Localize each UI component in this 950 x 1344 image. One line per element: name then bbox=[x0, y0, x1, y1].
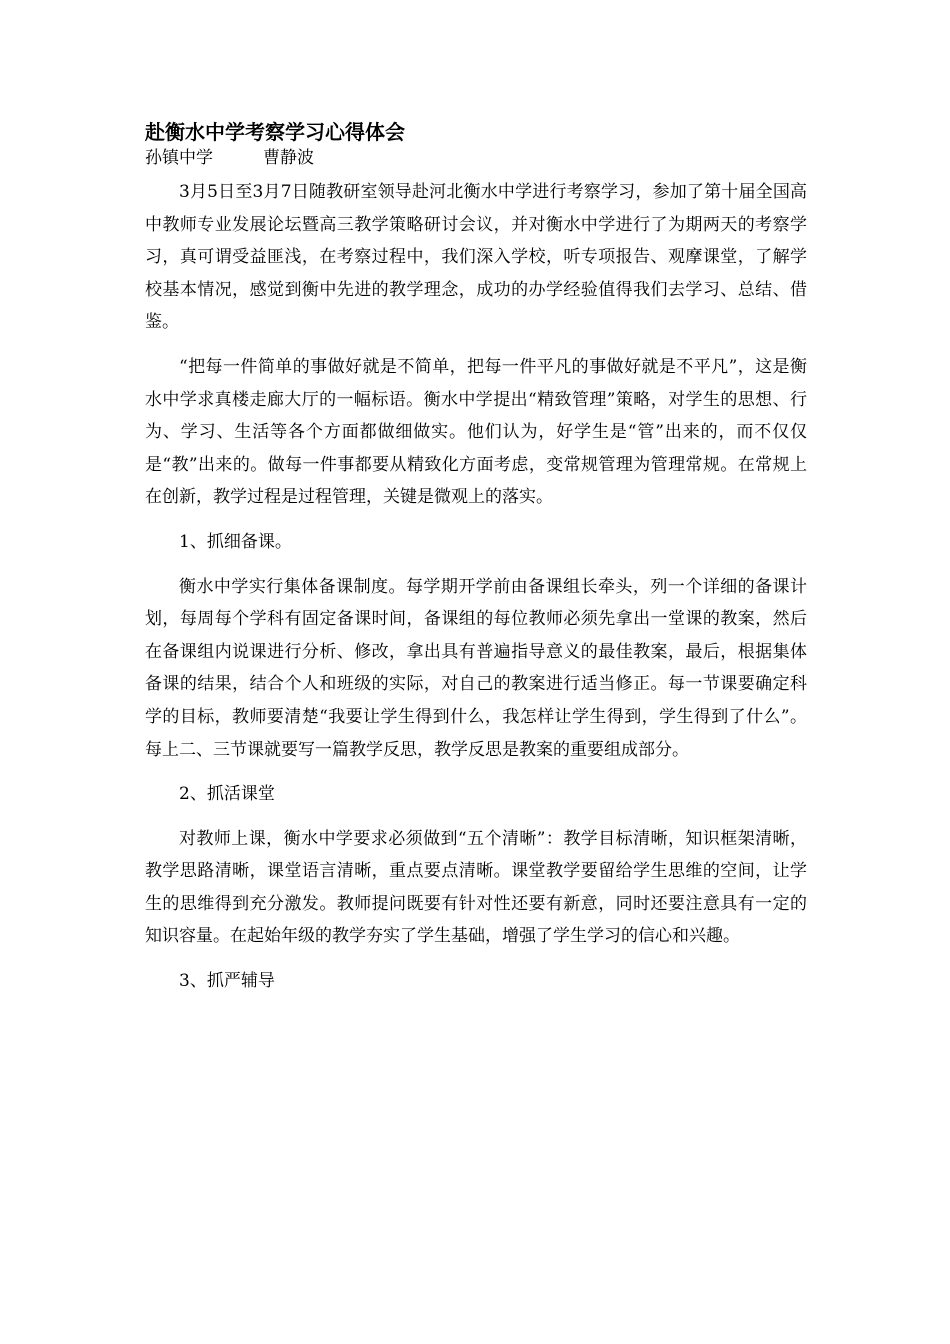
paragraph-intro: 3月5日至3月7日随教研室领导赴河北衡水中学进行考察学习，参加了第十届全国高中教师专业发展论坛暨高三教学策略研讨会议，并对衡水中学进行了为期两天的考察学习，真可谓受益匪浅，在考察过程中，我们深入学校，听专项报告、观摩课堂，了解学校基本情况，感觉到衡中先进的教学理念，成功的办学经验值得我们去学习、总结、借鉴。 bbox=[145, 182, 807, 333]
byline bbox=[145, 146, 314, 170]
document-title: 赴衡水中学考察学习心得体会 bbox=[145, 120, 405, 144]
section-heading-tutoring: 3、抓严辅导 bbox=[179, 971, 275, 992]
author-name: 曹静波 bbox=[263, 148, 314, 168]
document-body bbox=[145, 176, 807, 998]
section-heading-lesson-prep: 1、抓细备课。 bbox=[179, 531, 292, 552]
school-name: 孙镇中学 bbox=[145, 148, 213, 168]
paragraph-management: “把每一件简单的事做好就是不简单，把每一件平凡的事做好就是不平凡”，这是衡水中学求真楼走廊大厅的一幅标语。衡水中学提出“精致管理”策略，对学生的思想、行为、学习、生活等各个方面都做细做实。他们认为，好学生是“管”出来的，而不仅仅是“教”出来的。做每一件事都要从精致化方面考虑，变常规管理为管理常规。在常规上在创新，教学过程是过程管理，关键是微观上的落实。 bbox=[145, 356, 807, 508]
paragraph-classroom: 对教师上课，衡水中学要求必须做到“五个清晰”：教学目标清晰，知识框架清晰，教学思路清晰，课堂语言清晰，重点要点清晰。课堂教学要留给学生思维的空间，让学生的思维得到充分激发。教师提问既要有针对性还要有新意，同时还要注意具有一定的知识容量。在起始年级的教学夯实了学生基础，增强了学生学习的信心和兴趣。 bbox=[145, 828, 807, 947]
paragraph-lesson-prep: 衡水中学实行集体备课制度。每学期开学前由备课组长牵头，列一个详细的备课计划，每周每个学科有固定备课时间，备课组的每位教师必须先拿出一堂课的教案，然后在备课组内说课进行分析、修改，拿出具有普遍指导意义的最佳教案，最后，根据集体备课的结果，结合个人和班级的实际，对自己的教案进行适当修正。每一节课要确定科学的目标，教师要清楚“我要让学生得到什么，我怎样让学生得到，学生得到了什么”。每上二、三节课就要写一篇教学反思，教学反思是教案的重要组成部分。 bbox=[145, 576, 807, 760]
section-heading-classroom: 2、抓活课堂 bbox=[179, 784, 275, 805]
